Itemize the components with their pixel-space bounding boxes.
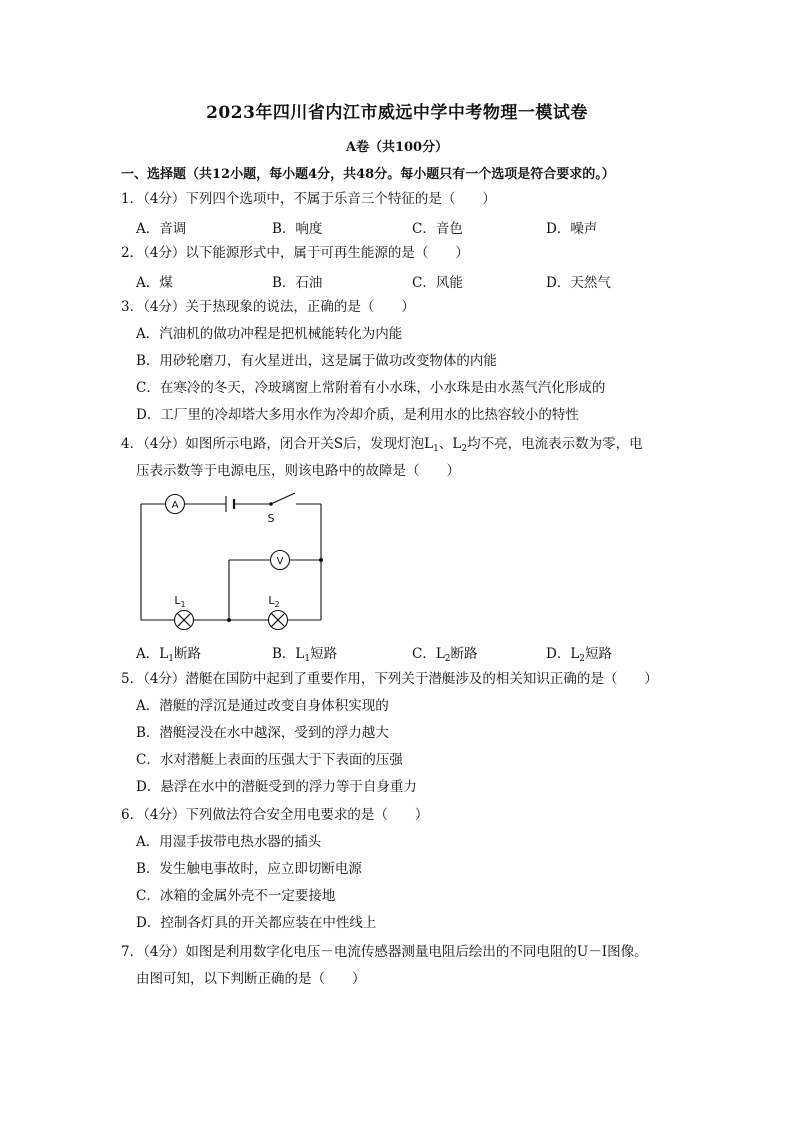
voltmeter-label: V <box>276 556 284 567</box>
junction-dot <box>319 558 323 562</box>
question-4-stem-line-2: 压表示数等于电源电压，则该电路中的故障是（ ） <box>136 463 460 479</box>
lamp-2-label: $L_2$ <box>268 594 280 609</box>
switch-contact <box>269 502 273 506</box>
option-d: D．$L_2$短路 <box>546 646 613 664</box>
option-c: C．$L_2$断路 <box>412 646 478 664</box>
question-2-stem: 2．（4分）以下能源形式中，属于可再生能源的是（ ） <box>121 245 469 261</box>
page-title: 2023年四川省内江市威远中学中考物理一模试卷 <box>206 103 588 123</box>
option-b: B．$L_1$短路 <box>272 646 338 664</box>
question-7-stem-line-1: 7．（4分）如图是利用数字化电压－电流传感器测量电阻后绘出的不同电阻的U－I图像。 <box>121 944 648 960</box>
option-c: C．风能 <box>412 275 463 291</box>
question-6-option-b: B．发生触电事故时，应立即切断电源 <box>136 861 362 877</box>
question-6-option-c: C．冰箱的金属外壳不一定要接地 <box>136 888 336 904</box>
question-3-option-a: A．汽油机的做功冲程是把机械能转化为内能 <box>136 326 403 342</box>
junction-dot <box>227 618 231 622</box>
question-5-option-d: D．悬浮在水中的潜艇受到的浮力等于自身重力 <box>136 779 417 795</box>
question-3-option-b: B．用砂轮磨刀，有火星迸出，这是属于做功改变物体的内能 <box>136 353 497 369</box>
option-d: D．天然气 <box>546 275 611 291</box>
option-a: A．煤 <box>136 275 173 291</box>
multiple-choice-instructions: 一、选择题（共12小题，每小题4分，共48分。每小题只有一个选项是符合要求的。） <box>121 167 615 182</box>
option-b: B．石油 <box>272 275 323 291</box>
option-a: A．音调 <box>136 221 187 237</box>
question-5-option-a: A．潜艇的浮沉是通过改变自身体积实现的 <box>136 698 389 714</box>
question-4-options <box>136 642 696 664</box>
question-1-stem: 1．（4分）下列四个选项中，不属于乐音三个特征的是（ ） <box>121 191 496 207</box>
circuit-diagram <box>136 488 336 638</box>
switch-label: S <box>267 512 275 525</box>
option-d: D．噪声 <box>546 221 598 237</box>
question-6-stem: 6．（4分）下列做法符合安全用电要求的是（ ） <box>121 807 429 823</box>
option-c: C．音色 <box>412 221 463 237</box>
switch-lever <box>271 493 295 504</box>
question-6-option-d: D．控制各灯具的开关都应装在中性线上 <box>136 915 377 931</box>
option-b: B．响度 <box>272 221 323 237</box>
question-4-stem-line-1: 4．（4分）如图所示电路，闭合开关S后，发现灯泡$L_1$、$L_2$均不亮，电流表示数为零，电 <box>121 436 643 454</box>
question-3-option-c: C．在寒冷的冬天，冷玻璃窗上常附着有小水珠，小水珠是由水蒸气汽化形成的 <box>136 380 606 396</box>
question-2-options <box>136 271 696 289</box>
question-6-option-a: A．用湿手拔带电热水器的插头 <box>136 834 322 850</box>
question-5-stem: 5．（4分）潜艇在国防中起到了重要作用，下列关于潜艇涉及的相关知识正确的是（ ） <box>121 671 658 687</box>
question-5-option-c: C．水对潜艇上表面的压强大于下表面的压强 <box>136 752 403 768</box>
ammeter-label: A <box>171 500 179 511</box>
option-a: A．$L_1$断路 <box>136 646 201 664</box>
question-3-stem: 3．（4分）关于热现象的说法，正确的是（ ） <box>121 299 415 315</box>
question-5-option-b: B．潜艇浸没在水中越深，受到的浮力越大 <box>136 725 389 741</box>
question-3-option-d: D．工厂里的冷却塔大多用水作为冷却介质，是利用水的比热容较小的特性 <box>136 407 579 423</box>
question-7-stem-line-2: 由图可知，以下判断正确的是（ ） <box>136 971 366 987</box>
question-1-options <box>136 217 696 235</box>
lamp-1-label: $L_1$ <box>174 594 186 609</box>
section-a-heading: A卷（共100分） <box>345 140 449 155</box>
